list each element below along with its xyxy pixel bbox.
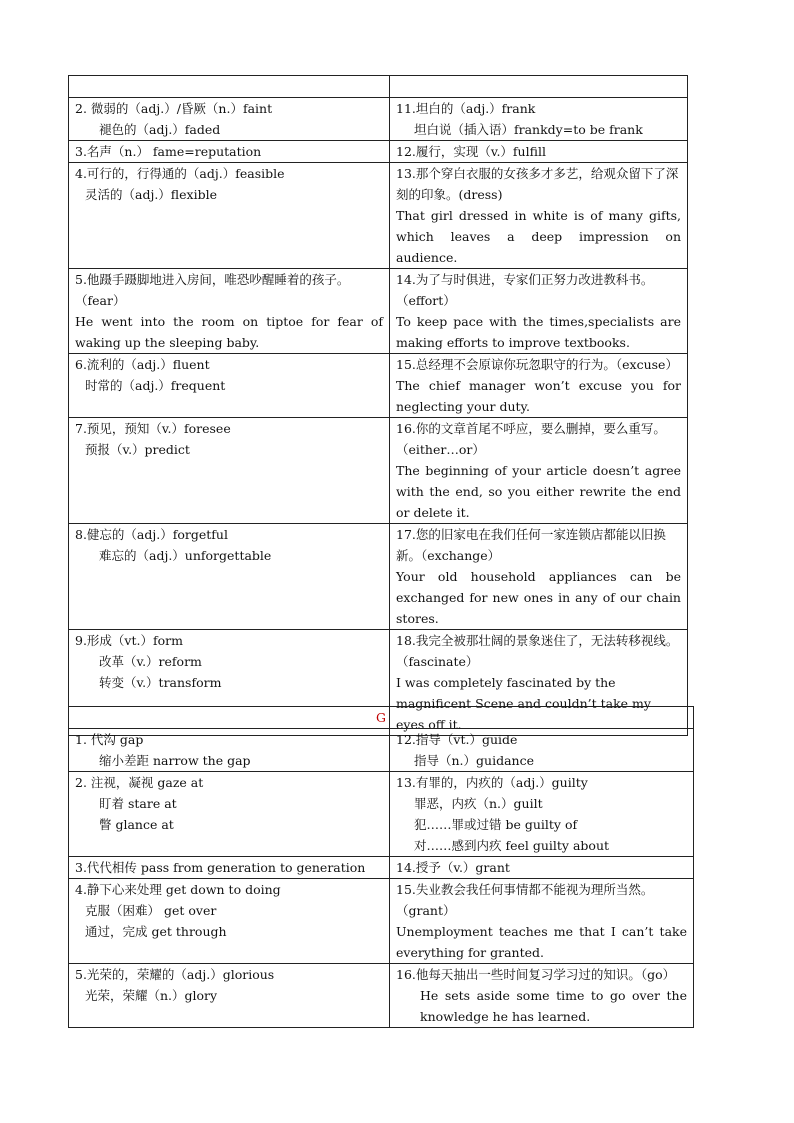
table-row xyxy=(69,524,688,630)
left-cell xyxy=(69,964,390,1028)
english-sentence: To keep pace with the times,specialists are making efforts to improve textbooks. xyxy=(396,314,681,350)
chinese-sentence: 5.他蹑手蹑脚地进入房间，唯恐吵醒睡着的孩子。（fear） xyxy=(75,272,350,308)
chinese-sentence: 15.总经理不会原谅你玩忽职守的行为。（excuse） xyxy=(396,357,678,372)
entry-line: 罪恶，内疚（n.）guilt xyxy=(414,796,543,811)
entry-line: 13.有罪的，内疚的（adj.）guilty xyxy=(396,775,588,790)
entry-line: 4.可行的，行得通的（adj.）feasible xyxy=(75,166,285,181)
english-sentence: He sets aside some time to go over the knowledge he has learned. xyxy=(420,988,687,1024)
english-sentence: He went into the room on tiptoe for fear of waking up the sleeping baby. xyxy=(75,314,383,350)
english-sentence: Unemployment teaches me that I can’t take everything for granted. xyxy=(396,924,687,960)
english-sentence: The beginning of your article doesn’t agree with the end, so you either rewrite the end or delete it. xyxy=(396,463,681,520)
english-sentence: The chief manager won’t excuse you for neglecting your duty. xyxy=(396,378,681,414)
left-cell xyxy=(69,879,390,964)
entry-line: 坦白说（插入语）frankdy=to be frank xyxy=(414,122,643,137)
right-cell xyxy=(390,879,694,964)
entry-line: 通过，完成 get through xyxy=(85,924,227,939)
entry-line: 改革（v.）reform xyxy=(99,654,202,669)
entry-line: 难忘的（adj.）unforgettable xyxy=(99,548,272,563)
table-row xyxy=(69,269,688,354)
chinese-sentence: 13.那个穿白衣服的女孩多才多艺，给观众留下了深刻的印象。(dress) xyxy=(396,166,679,202)
entry-line: 4.静下心来处理 get down to doing xyxy=(75,882,281,897)
right-cell xyxy=(390,857,694,879)
table-row xyxy=(69,729,694,772)
entry-line: 转变（v.）transform xyxy=(99,675,222,690)
left-cell xyxy=(69,524,390,630)
entry-line: 7.预见，预知（v.）foresee xyxy=(75,421,231,436)
entry-line: 犯……罪或过错 be guilty of xyxy=(414,817,578,832)
right-cell xyxy=(390,141,688,163)
table-row xyxy=(69,98,688,141)
chinese-sentence: 16.他每天抽出一些时间复习学习过的知识。（go） xyxy=(396,967,676,982)
entry-line: 克服（困难） get over xyxy=(85,903,217,918)
table-row xyxy=(69,772,694,857)
entry-line: 光荣，荣耀（n.）glory xyxy=(85,988,218,1003)
entry-line: 3.名声（n.） fame=reputation xyxy=(75,144,262,159)
header-cell-left xyxy=(69,76,390,98)
entry-line: 预报（v.）predict xyxy=(85,442,190,457)
left-cell xyxy=(69,418,390,524)
chinese-sentence: 18.我完全被那壮阔的景象迷住了，无法转移视线。（fascinate） xyxy=(396,633,679,669)
table-row xyxy=(69,354,688,418)
left-cell xyxy=(69,98,390,141)
entry-line: 9.形成（vt.）form xyxy=(75,633,183,648)
entry-line: 12.指导（vt.）guide xyxy=(396,732,518,747)
right-cell xyxy=(390,772,694,857)
english-sentence: I was completely fascinated by the magnificent Scene and couldn’t take my eyes off it. xyxy=(396,675,651,732)
right-cell xyxy=(390,964,694,1028)
table-row xyxy=(69,418,688,524)
chinese-sentence: 14.为了与时俱进，专家们正努力改进教科书。（effort） xyxy=(396,272,654,308)
header-cell-right xyxy=(390,76,688,98)
table-header-row xyxy=(69,76,688,98)
english-sentence: That girl dressed in white is of many gifts, which leaves a deep impression on audience. xyxy=(396,208,681,265)
left-cell xyxy=(69,269,390,354)
right-cell xyxy=(390,418,688,524)
right-cell xyxy=(390,729,694,772)
left-cell xyxy=(69,729,390,772)
english-sentence: Your old household appliances can be exchanged for new ones in any of our chain stores. xyxy=(396,569,681,626)
entry-line: 2. 注视，凝视 gaze at xyxy=(75,775,204,790)
table-row xyxy=(69,879,694,964)
entry-line: 盯着 stare at xyxy=(99,796,177,811)
entry-line: 灵活的（adj.）flexible xyxy=(85,187,217,202)
right-cell xyxy=(390,269,688,354)
right-cell xyxy=(390,163,688,269)
entry-line: 6.流利的（adj.）fluent xyxy=(75,357,210,372)
table-row xyxy=(69,141,688,163)
table-row xyxy=(69,163,688,269)
right-cell xyxy=(390,354,688,418)
entry-line: 8.健忘的（adj.）forgetful xyxy=(75,527,228,542)
entry-line: 1. 代沟 gap xyxy=(75,732,144,747)
chinese-sentence: 17.您的旧家电在我们任何一家连锁店都能以旧换新。（exchange） xyxy=(396,527,666,563)
entry-line: 12.履行，实现（v.）fulfill xyxy=(396,144,546,159)
entry-line: 2. 微弱的（adj.）/昏厥（n.）faint xyxy=(75,101,273,116)
entry-line: 11.坦白的（adj.）frank xyxy=(396,101,536,116)
entry-line: 3.代代相传 pass from generation to generation xyxy=(75,860,366,875)
left-cell xyxy=(69,772,390,857)
entry-line: 对……感到内疚 feel guilty about xyxy=(414,838,610,853)
vocab-table-g xyxy=(68,706,694,1028)
left-cell xyxy=(69,354,390,418)
chinese-sentence: 15.失业教会我任何事情都不能视为理所当然。（grant） xyxy=(396,882,654,918)
table-row xyxy=(69,964,694,1028)
section-letter-heading: G xyxy=(69,707,694,729)
entry-line: 指导（n.）guidance xyxy=(414,753,534,768)
left-cell xyxy=(69,141,390,163)
vocab-table-f xyxy=(68,75,688,736)
entry-line: 14.授予（v.）grant xyxy=(396,860,510,875)
section-header-row xyxy=(69,707,694,729)
entry-line: 缩小差距 narrow the gap xyxy=(99,753,251,768)
table-row xyxy=(69,857,694,879)
entry-line: 5.光荣的，荣耀的（adj.）glorious xyxy=(75,967,275,982)
left-cell xyxy=(69,857,390,879)
entry-line: 瞥 glance at xyxy=(99,817,174,832)
right-cell xyxy=(390,524,688,630)
entry-line: 褪色的（adj.）faded xyxy=(99,122,221,137)
left-cell xyxy=(69,163,390,269)
entry-line: 时常的（adj.）frequent xyxy=(85,378,226,393)
right-cell xyxy=(390,98,688,141)
chinese-sentence: 16.你的文章首尾不呼应，要么删掉，要么重写。（either…or） xyxy=(396,421,666,457)
